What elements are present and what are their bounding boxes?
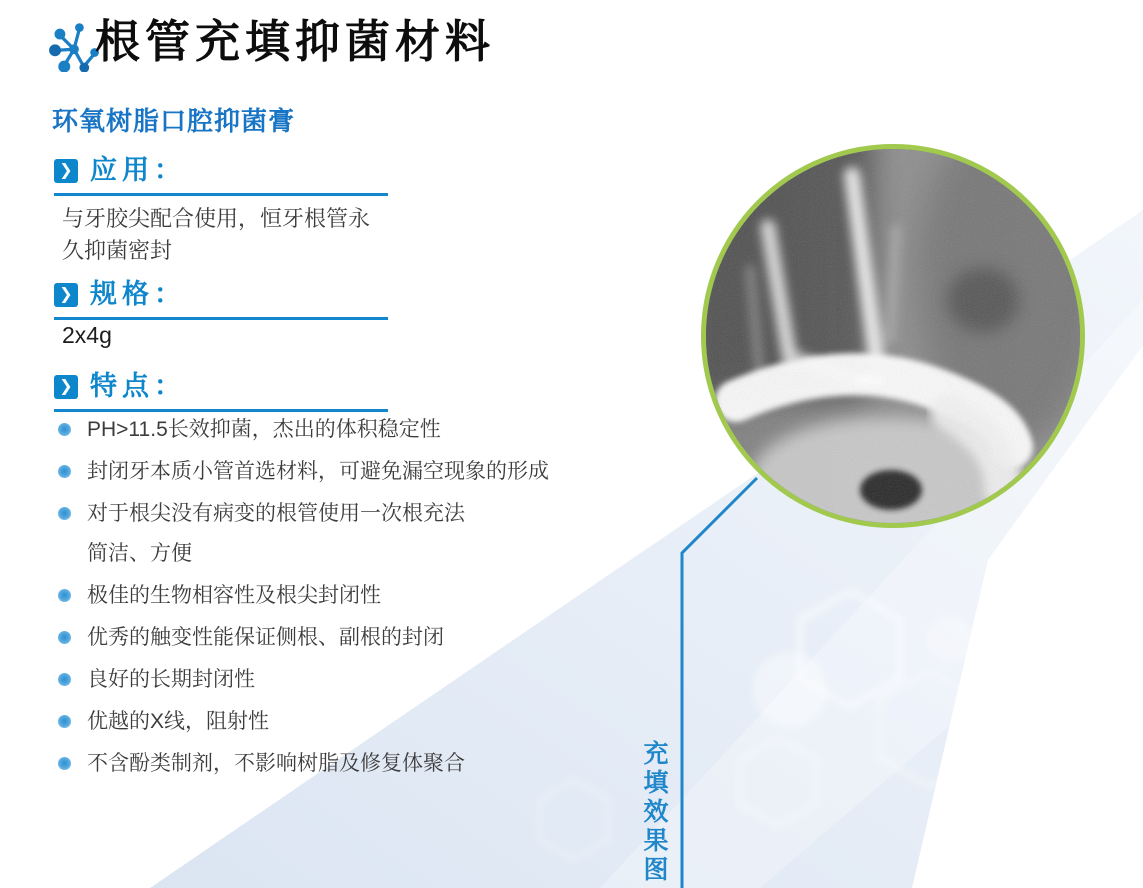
feature-item <box>58 416 578 444</box>
feature-item <box>58 500 578 568</box>
section-header-spec <box>54 281 388 320</box>
feature-item <box>58 458 578 486</box>
dot-icon <box>58 589 71 602</box>
application-text <box>62 203 442 267</box>
section-header-features <box>54 373 388 412</box>
section-label-application: 应用： <box>90 155 186 185</box>
chevron-right-icon: ❯ <box>54 283 78 307</box>
spec-value: 2x4g <box>62 322 112 348</box>
application-line: 与牙胶尖配合使用，恒牙根管永 <box>62 206 371 231</box>
molecule-node-decoration <box>752 652 828 728</box>
molecule-logo-icon <box>48 20 100 74</box>
xray-photo <box>701 144 1085 528</box>
feature-text: 对于根尖没有病变的根管使用一次根充法 <box>87 502 465 525</box>
feature-text: 良好的长期封闭性 <box>87 668 255 691</box>
feature-text: PH>11.5长效抑菌，杰出的体积稳定性 <box>87 418 441 441</box>
figure-caption: 充填效果图 <box>640 740 668 885</box>
feature-item <box>58 582 578 610</box>
dot-icon <box>58 673 71 686</box>
molecule-node-decoration <box>926 616 974 664</box>
feature-text: 极佳的生物相容性及根尖封闭性 <box>87 584 381 607</box>
dot-icon <box>58 423 71 436</box>
feature-item <box>58 624 578 652</box>
section-header-application <box>54 157 388 196</box>
feature-item <box>58 750 578 778</box>
dot-icon <box>58 631 71 644</box>
dot-icon <box>58 507 71 520</box>
feature-list <box>58 416 578 792</box>
feature-text: 优越的X线，阻射性 <box>87 710 270 733</box>
feature-text: 封闭牙本质小管首选材料，可避免漏空现象的形成 <box>87 460 549 483</box>
dot-icon <box>58 757 71 770</box>
chevron-right-icon: ❯ <box>54 159 78 183</box>
section-label-features: 特点： <box>90 371 186 401</box>
dot-icon <box>58 715 71 728</box>
section-label-spec: 规格： <box>90 279 186 309</box>
feature-text: 优秀的触变性能保证侧根、副根的封闭 <box>87 626 444 649</box>
feature-item <box>58 666 578 694</box>
feature-item <box>58 708 578 736</box>
feature-text-continued: 简洁、方便 <box>87 542 192 565</box>
product-subtitle: 环氧树脂口腔抑菌膏 <box>52 106 296 136</box>
chevron-right-icon: ❯ <box>54 375 78 399</box>
feature-text: 不含酚类制剂，不影响树脂及修复体聚合 <box>87 752 465 775</box>
application-line: 久抑菌密封 <box>62 238 173 263</box>
dot-icon <box>58 465 71 478</box>
page-title: 根管充填抑菌材料 <box>95 16 496 67</box>
